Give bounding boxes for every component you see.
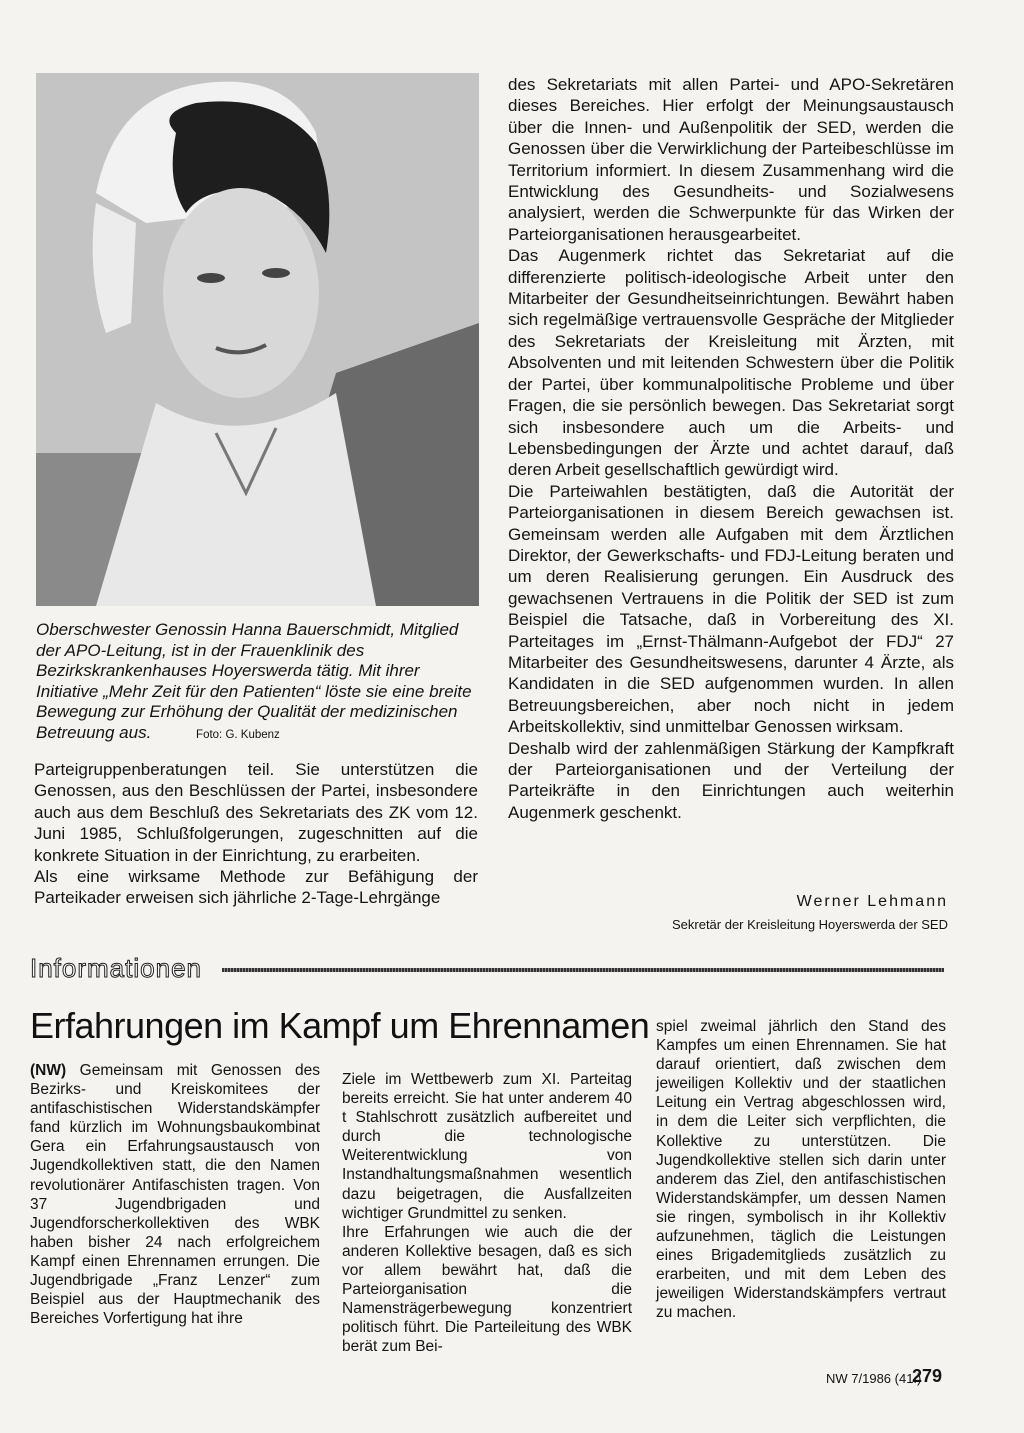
caption-text: Oberschwester Genossin Hanna Bauerschmidt, Mitglied der APO-Leitung, ist in der Frauenklinik des Bezirkskrankenhauses Hoyerswerda tätig. Mit ihrer Initiative „Mehr Zeit für den Patienten“ löste sie eine breite Bewegung zur Erhöhung der Qualität der medizinischen Betreuung aus. [36, 620, 472, 742]
author-name: Werner Lehmann [796, 893, 948, 910]
article1-right-paragraph: Deshalb wird der zahlenmäßigen Stärkung der Kampfkraft der Parteiorganisationen und der Verteilung der Parteikräfte in den Einrichtungen auch weiterhin Augenmerk geschenkt. [508, 738, 954, 822]
article1-left-paragraph: Als eine wirksame Methode zur Befähigung der Parteikader erweisen sich jährliche 2-Tage-Lehrgänge [34, 867, 478, 908]
page-number: 279 [912, 1366, 943, 1386]
photo-credit: Foto: G. Kubenz [196, 728, 280, 741]
article2-col1-text: Gemeinsam mit Genossen des Bezirks- und Kreiskomitees der antifaschistischen Widerstandskämpfer fand kürzlich im Wohnungsbaukombinat Gera ein Erfahrungsaustausch von Jugendkollektiven statt, die den Namen revolutionärer Antifaschisten tragen. Von 37 Jugendbrigaden und Jugendforscherkollektiven des WBK haben bisher 24 nach erfolgreichem Kampf einen Ehrennamen errungen. Die Jugendbrigade „Franz Lenzer“ zum Beispiel aus der Hauptmechanik des Bereiches Vorfertigung hat ihre [30, 1062, 320, 1328]
article2-column-2 [342, 1070, 632, 1356]
article2-col3-paragraph: spiel zweimal jährlich den Stand des Kampfes um einen Ehrennamen. Sie hat darauf orientiert, daß zwischen dem jeweiligen Kollektiv und der staatlichen Leitung ein Vertrag abgeschlossen wird, in dem die Leiter sich verpflichten, die Kollektive zu unterstützen. Die Jugendkollektive stellen sich darin unter anderem das Ziel, den antifaschistischen Widerstandskämpfer, um dessen Namen sie ringen, symbolisch in ihr Kollektiv aufzunehmen, täglich die Leistungen eines Brigademitglieds zusätzlich zu erarbeiten, und mit dem Leben des jeweiligen Widerstandskämpfers vertraut zu machen. [656, 1018, 946, 1322]
article2-col2-paragraph: Ziele im Wettbewerb zum XI. Parteitag bereits erreicht. Sie hat unter anderem 40 t Stahlschrott zusätzlich aufbereitet und durch die technologische Weiterentwicklung von Instandhaltungsmaßnahmen wesentlich dazu beigetragen, die Ausfallzeiten wichtiger Grundmittel zu senken. [342, 1071, 632, 1222]
issue-number: NW 7/1986 (41.) [826, 1371, 922, 1386]
article1-left-column [34, 759, 478, 909]
article1-right-paragraph: des Sekretariats mit allen Partei- und APO-Sekretären dieses Bereiches. Hier erfolgt der Meinungsaustausch über die Innen- und Außenpolitik der SED, werden die Genossen über die Verwirklichung der Parteibeschlüsse im Territorium informiert. In diesem Zusammenhang wird die Entwicklung des Gesundheits- und Sozialwesens analysiert, werden die Schwerpunkte für das Wirken der Parteiorganisationen herausgearbeitet. [508, 75, 954, 244]
article1-right-paragraph: Das Augenmerk richtet das Sekretariat auf die differenzierte politisch-ideologische Arbeit unter den Mitarbeiter der Gesundheitseinrichtungen. Bewährt haben sich regelmäßige vertrauensvolle Gespräche der Mitglieder des Sekretariats der Kreisleitung mit Ärzten, mit Absolventen und mit leitenden Schwestern über die Politik der Partei, über kommunalpolitische Probleme und über Fragen, die sie persönlich bewegen. Das Sekretariat sorgt sich insbesondere auch um die Arbeits- und Lebensbedingungen der Ärzte und achtet darauf, daß deren Arbeit gesellschaftlich gewürdigt wird. [508, 246, 954, 480]
article2-column-1 [30, 1061, 320, 1328]
article2-column-3 [656, 1017, 946, 1323]
section-label: Informationen [30, 953, 202, 983]
photo-caption [36, 620, 478, 746]
section-divider [222, 968, 944, 972]
article1-right-paragraph: Die Parteiwahlen bestätigten, daß die Autorität der Parteiorganisationen in diesem Bereich gewachsen ist. Gemeinsam werden alle Aufgaben mit dem Ärztlichen Direktor, der Gewerkschafts- und FDJ-Leitung beraten und um deren Realisierung gerungen. Ein Ausdruck des gewachsenen Vertrauens in die Politik der SED ist zum Beispiel die Tatsache, daß in Vorbereitung des XI. Parteitages im „Ernst-Thälmann-Aufgebot der FDJ“ 27 Mitarbeiter des Gesundheitswesens, darunter 4 Ärzte, als Kandidaten in die SED aufgenommen wurden. In allen Betreuungsbereichen, aber noch nicht in jedem Arbeitskollektiv, sind unmittelbar Genossen wirksam. [508, 481, 954, 737]
portrait-photo [36, 73, 479, 606]
article1-left-paragraph: Parteigruppenberatungen teil. Sie unterstützen die Genossen, aus den Beschlüssen der Partei, insbesondere auch aus dem Beschluß des Sekretariats des ZK vom 12. Juni 1985, Schlußfolgerungen, zugeschnitten auf die konkrete Situation in der Einrichtung, zu erarbeiten. [34, 760, 478, 865]
article1-right-column [508, 74, 954, 823]
article2-col2-paragraph: Ihre Erfahrungen wie auch die der anderen Kollektive besagen, daß es sich vor allem bewährt hat, daß die Parteiorganisation die Namensträgerbewegung konzentriert politisch führt. Die Parteileitung des WBK berät zum Bei- [342, 1223, 632, 1356]
article2-headline: Erfahrungen im Kampf um Ehrennamen [30, 1005, 650, 1046]
article2-source-tag: (NW) [30, 1062, 67, 1079]
author-role: Sekretär der Kreisleitung Hoyerswerda der SED [671, 917, 948, 932]
